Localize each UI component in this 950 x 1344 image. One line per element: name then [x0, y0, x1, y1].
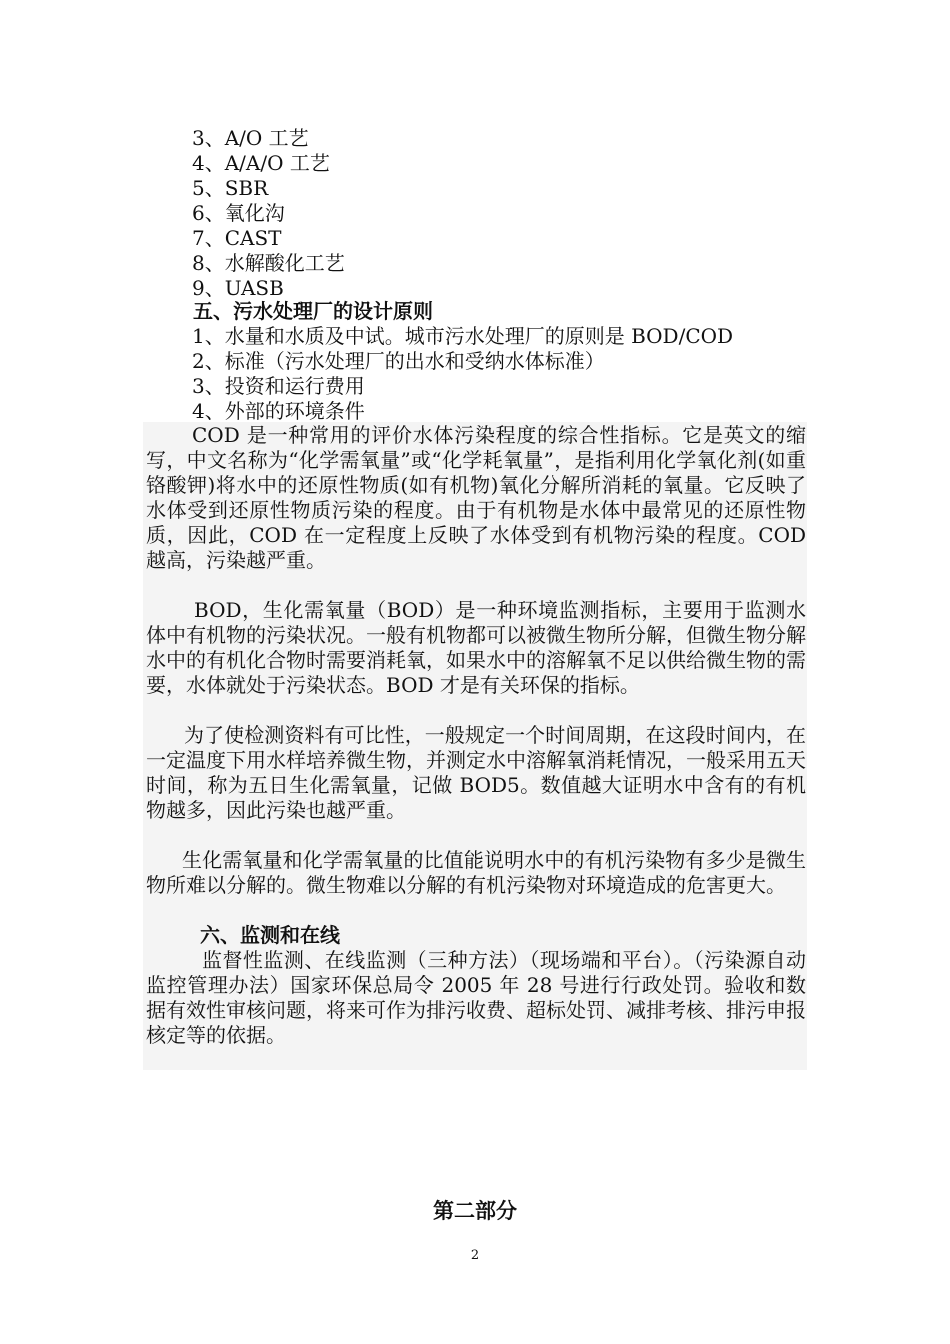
principle-item-1: 1、水量和水质及中试。城市污水处理厂的原则是 BOD/COD: [192, 324, 734, 348]
bod-paragraph-text: BOD，生化需氧量（BOD）是一种环境监测指标，主要用于监测水体中有机物的污染状况。一般有机物都可以被微生物所分解，但微生物分解水中的有机化合物时需要消耗氧，如果水中的溶解氧不足以供给微生物的需要，水体就处于污染状态。BOD 才是有关环保的指标。: [146, 598, 806, 697]
list-item-oxidation-ditch: 6、氧化沟: [192, 201, 285, 225]
list-item-hydrolysis: 8、水解酸化工艺: [192, 251, 345, 275]
ratio-paragraph-text: 生化需氧量和化学需氧量的比值能说明水中的有机污染物有多少是微生物所难以分解的。微生物难以分解的有机污染物对环境造成的危害更大。: [146, 848, 806, 897]
principle-item-3: 3、投资和运行费用: [192, 374, 365, 398]
list-item-aao: 4、A/A/O 工艺: [192, 151, 330, 175]
bod-paragraph: [146, 598, 806, 698]
list-item-ao: 3、A/O 工艺: [192, 126, 309, 150]
bod5-paragraph: [146, 723, 806, 823]
section5-heading: 五、污水处理厂的设计原则: [193, 299, 433, 323]
monitoring-paragraph-text: 监督性监测、在线监测（三种方法）（现场端和平台）。（污染源自动监控管理办法）国家环保总局令 2005 年 28 号进行行政处罚。验收和数据有效性审核问题，将来可作为排污收费、超标处罚、减排考核、排污申报核定等的依据。: [146, 948, 806, 1047]
cod-paragraph: [146, 423, 806, 573]
list-item-cast: 7、CAST: [192, 226, 282, 250]
list-item-sbr: 5、SBR: [192, 176, 269, 200]
monitoring-paragraph: [146, 948, 806, 1048]
ratio-paragraph: [146, 848, 806, 898]
part-title: 第二部分: [433, 1198, 517, 1223]
section6-heading: 六、监测和在线: [200, 923, 340, 947]
page-number: 2: [470, 1248, 480, 1263]
bod5-paragraph-text: 为了使检测资料有可比性，一般规定一个时间周期，在这段时间内，在一定温度下用水样培养微生物，并测定水中溶解氧消耗情况，一般采用五天时间，称为五日生化需氧量，记做 BOD5。数值越大证明水中含有的有机物越多，因此污染也越严重。: [146, 723, 806, 822]
principle-item-4: 4、外部的环境条件: [192, 399, 365, 423]
list-item-uasb: 9、UASB: [192, 276, 284, 300]
cod-paragraph-text: COD 是一种常用的评价水体污染程度的综合性指标。它是英文的缩写，中文名称为“化学需氧量”或“化学耗氧量”，是指利用化学氧化剂(如重铬酸钾)将水中的还原性物质(如有机物)氧化分解所消耗的氧量。它反映了水体受到还原性物质污染的程度。由于有机物是水体中最常见的还原性物质，因此，COD 在一定程度上反映了水体受到有机物污染的程度。COD 越高，污染越严重。: [146, 423, 806, 572]
principle-item-2: 2、标准（污水处理厂的出水和受纳水体标准）: [192, 349, 605, 373]
